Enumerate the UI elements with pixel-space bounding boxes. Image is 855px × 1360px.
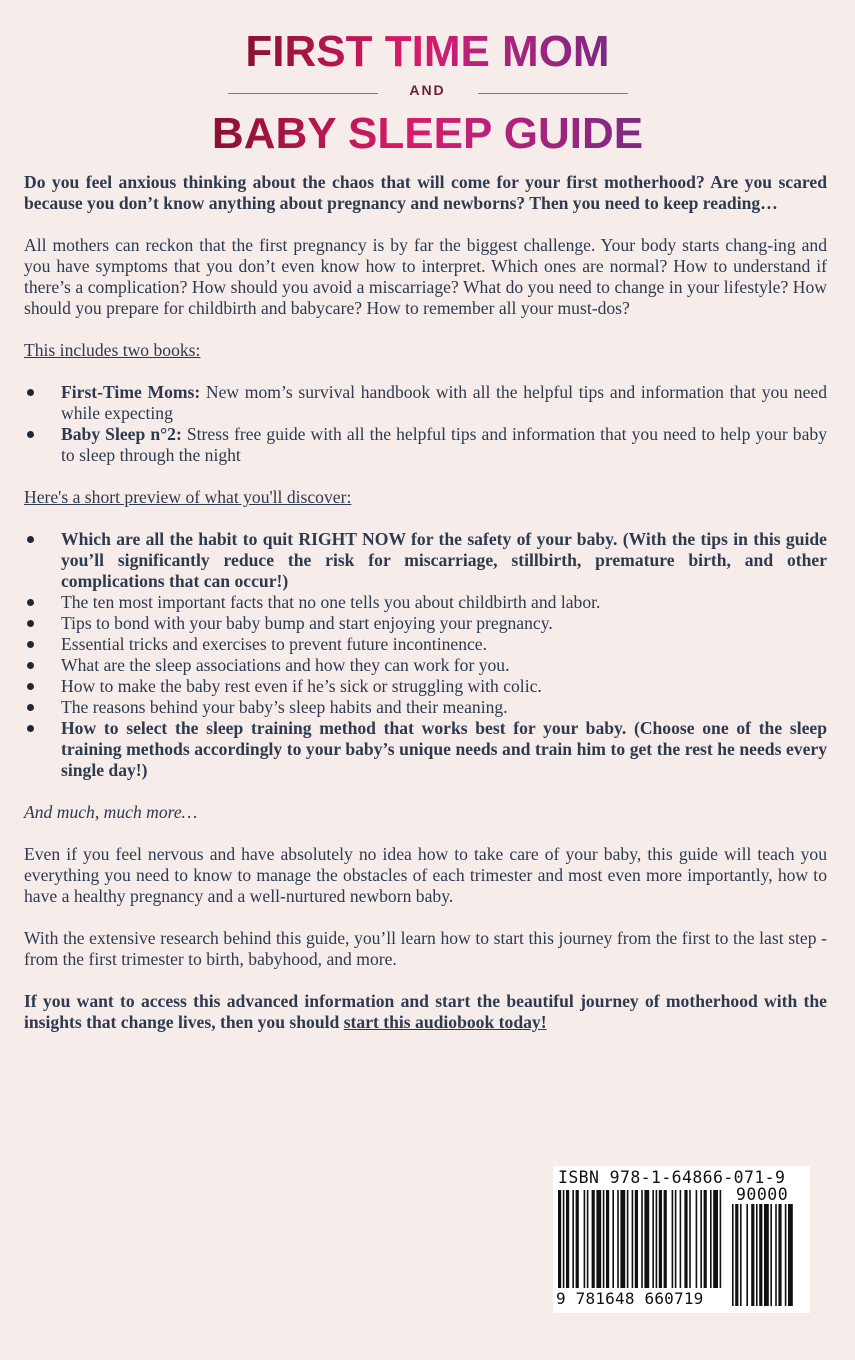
title-line-2: BABY SLEEP GUIDE xyxy=(211,109,644,158)
barcode-addon-bar xyxy=(732,1204,734,1306)
barcode-bar xyxy=(592,1190,595,1288)
barcode-bar xyxy=(704,1190,707,1288)
barcode-addon-bar xyxy=(751,1204,754,1306)
and-more: And much, much more… xyxy=(24,802,198,822)
title-line-1: FIRST TIME MOM xyxy=(245,27,610,76)
preview-heading xyxy=(24,487,827,508)
barcode-addon-bar xyxy=(735,1204,738,1306)
book-item xyxy=(24,424,827,466)
barcode-bar xyxy=(680,1190,682,1288)
barcode-bar xyxy=(627,1190,629,1288)
barcode-bar xyxy=(596,1190,601,1288)
isbn-number: ISBN 978-1-64866-071-9 xyxy=(558,1168,786,1187)
barcode-bar xyxy=(664,1190,667,1288)
back-cover-text xyxy=(24,172,827,1033)
barcode-bar xyxy=(603,1190,605,1288)
cta-text: If you want to access this advanced information and start the beautiful journey of motherhood with the insights that change lives, then you should xyxy=(24,991,827,1032)
barcode-bar xyxy=(672,1190,674,1288)
book-item xyxy=(24,382,827,424)
research-paragraph: With the extensive research behind this guide, you’ll learn how to start this journey from the first to the last step - from the first trimester to birth, babyhood, and more. xyxy=(24,928,827,969)
reassurance-paragraph: Even if you feel nervous and have absolutely no idea how to take care of your baby, this guide will teach you everything you need to know to manage the obstacles of each trimester and most even more importantly, how to have a healthy pregnancy and a well-nurtured newborn baby. xyxy=(24,844,827,906)
barcode-bar xyxy=(689,1190,691,1288)
book-name: First-Time Moms: xyxy=(61,382,201,402)
barcode-bar xyxy=(606,1190,609,1288)
preview-list xyxy=(24,529,827,781)
title-and: AND xyxy=(409,82,446,98)
barcode-addon-bar xyxy=(740,1204,742,1306)
barcode-bar xyxy=(558,1190,561,1288)
preview-item: Which are all the habit to quit RIGHT NOW for the safety of your baby. (With the tips in this guide you’ll significantly reduce the risk for miscarriage, stillbirth, premature birth, and other complications that can occur!) xyxy=(24,529,827,592)
book-name: Baby Sleep n°2: xyxy=(61,424,182,444)
barcode-addon-bar xyxy=(788,1204,793,1306)
barcode-price-code: 90000 xyxy=(736,1185,789,1204)
books-heading xyxy=(24,340,827,361)
barcode-bar xyxy=(584,1190,586,1288)
preview-item: Essential tricks and exercises to prevent future incontinence. xyxy=(24,634,827,655)
barcode-bar xyxy=(566,1190,569,1288)
book-title xyxy=(0,28,855,158)
book-desc: Stress free guide with all the helpful tips and information that you need to help your baby to sleep through the night xyxy=(61,424,827,465)
barcode-bar xyxy=(617,1190,619,1288)
preview-item: Tips to bond with your baby bump and start enjoying your pregnancy. xyxy=(24,613,827,634)
barcode-bar xyxy=(635,1190,638,1288)
barcode-bar xyxy=(572,1190,574,1288)
preview-item: How to select the sleep training method that works best for your baby. (Choose one of the sleep training methods accordingly to your baby’s unique needs and train him to get the rest he needs every single day!) xyxy=(24,718,827,781)
barcode-addon-bar xyxy=(775,1204,777,1306)
barcode-bar xyxy=(720,1190,722,1288)
intro-paragraph: Do you feel anxious thinking about the chaos that will come for your first motherhood? Are you scared because you don’t know anything about pregnancy and newborns? Then you need to keep reading… xyxy=(24,172,827,213)
barcode-bar xyxy=(700,1190,702,1288)
barcode-addon-bar xyxy=(778,1204,781,1306)
preview-item: How to make the baby rest even if he’s sick or struggling with colic. xyxy=(24,676,827,697)
first-pregnancy-paragraph: All mothers can reckon that the first pregnancy is by far the biggest challenge. Your body starts chang-ing and you have symptoms that you don’t even know how to interpret. Which ones are normal? How to understand if there’s a complication? How should you avoid a miscarriage? What do you need to change in your lifestyle? How should you prepare for childbirth and babycare? How to remember all your must-dos? xyxy=(24,235,827,318)
barcode-addon-bar xyxy=(785,1204,787,1306)
barcode-bar xyxy=(576,1190,579,1288)
barcode-addon-bar xyxy=(759,1204,762,1306)
call-to-action xyxy=(24,991,827,1033)
barcode-bar xyxy=(563,1190,565,1288)
barcode-bar xyxy=(656,1190,658,1288)
barcode-bar xyxy=(587,1190,589,1288)
barcode-addon-bar xyxy=(764,1204,769,1306)
barcode-bar xyxy=(641,1190,643,1288)
book-desc: New mom’s survival handbook with all the helpful tips and information that you need while expecting xyxy=(61,382,827,423)
barcode-bar xyxy=(620,1190,625,1288)
cta-link[interactable]: start this audiobook today! xyxy=(343,1012,547,1032)
books-list xyxy=(24,382,827,466)
barcode-bar xyxy=(710,1190,712,1288)
barcode-bar xyxy=(644,1190,649,1288)
divider-right xyxy=(478,93,628,94)
barcode-addon-bar xyxy=(746,1204,748,1306)
barcode-bar xyxy=(652,1190,654,1288)
preview-heading-text: Here's a short preview of what you'll discover: xyxy=(24,487,352,507)
barcode-bar xyxy=(713,1190,718,1288)
barcode-bar xyxy=(675,1190,677,1288)
title-and-row xyxy=(228,76,628,110)
barcode-addon-bar xyxy=(770,1204,772,1306)
books-heading-text: This includes two books: xyxy=(24,340,201,360)
barcode-digits: 9 781648 660719 xyxy=(556,1289,704,1308)
barcode-bar xyxy=(612,1190,614,1288)
barcode-bar xyxy=(632,1190,634,1288)
preview-item: The reasons behind your baby’s sleep habits and their meaning. xyxy=(24,697,827,718)
barcode-bar xyxy=(659,1190,662,1288)
preview-item: The ten most important facts that no one tells you about childbirth and labor. xyxy=(24,592,827,613)
isbn-barcode xyxy=(553,1166,810,1313)
preview-item: What are the sleep associations and how they can work for you. xyxy=(24,655,827,676)
barcode-addon-bar xyxy=(756,1204,758,1306)
barcode-bar xyxy=(684,1190,687,1288)
barcode-bar xyxy=(696,1190,698,1288)
